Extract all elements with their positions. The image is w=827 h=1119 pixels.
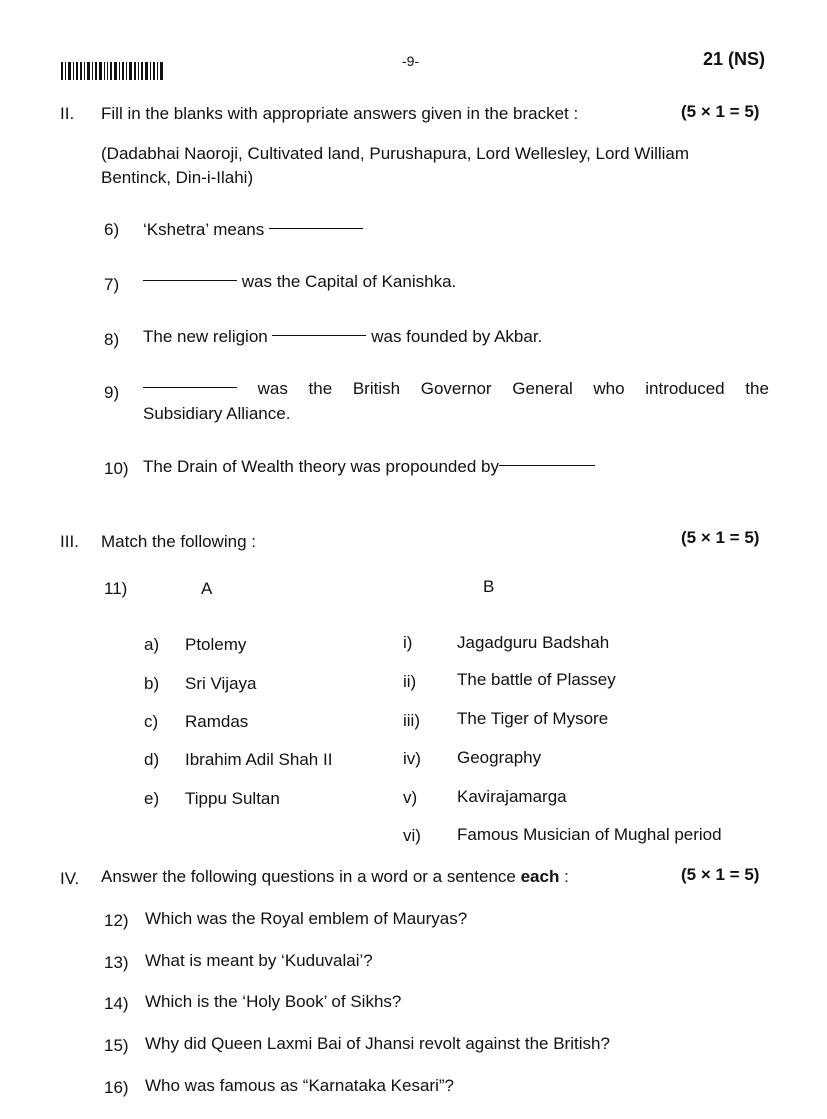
match-b-item: Geography xyxy=(457,748,542,767)
match-b-label: v) xyxy=(403,788,418,807)
question-number: 16) xyxy=(104,1078,129,1097)
instruction-emphasis: each xyxy=(520,867,560,886)
match-b-item: The battle of Plassey xyxy=(457,670,616,689)
match-a-label: e) xyxy=(144,789,160,808)
question-9 xyxy=(143,378,769,400)
question-7 xyxy=(143,271,456,293)
question-number: 15) xyxy=(104,1036,129,1055)
question-word: Governor xyxy=(420,379,492,398)
match-a-label: b) xyxy=(144,674,160,693)
column-b-heading: B xyxy=(483,577,495,596)
question-word: was xyxy=(257,379,288,398)
paper-code: 21 (NS) xyxy=(703,49,766,69)
section-numeral: II. xyxy=(60,104,75,123)
section-instruction: Match the following : xyxy=(101,532,256,551)
question-word: introduced xyxy=(645,379,725,398)
match-b-item: Famous Musician of Mughal period xyxy=(457,825,722,844)
match-b-item: Jagadguru Badshah xyxy=(457,633,610,652)
section-marks: (5 × 1 = 5) xyxy=(681,865,760,884)
section-marks: (5 × 1 = 5) xyxy=(681,528,760,547)
question-8 xyxy=(143,326,542,348)
question-word: British xyxy=(352,379,401,398)
match-a-item: Ramdas xyxy=(185,712,249,731)
question-number: 10) xyxy=(104,459,129,478)
question-word: the xyxy=(308,379,333,398)
barcode xyxy=(61,62,176,80)
answer-blank xyxy=(143,280,237,281)
match-b-item: Kavirajamarga xyxy=(457,787,567,806)
match-a-item: Ptolemy xyxy=(185,635,247,654)
section-instruction xyxy=(101,866,569,888)
instruction-text: Answer the following questions in a word or a sentence xyxy=(101,867,516,886)
instruction-colon: : xyxy=(559,867,569,886)
answer-blank xyxy=(272,335,366,336)
question-6 xyxy=(143,219,363,241)
question-text: The Drain of Wealth theory was propounded by xyxy=(143,457,499,476)
question-text: Which is the ‘Holy Book’ of Sikhs? xyxy=(145,992,402,1011)
section-numeral: IV. xyxy=(60,869,80,888)
question-text: Who was famous as “Karnataka Kesari”? xyxy=(145,1076,454,1095)
match-b-label: iii) xyxy=(403,711,420,730)
answer-blank xyxy=(499,465,595,466)
match-b-label: vi) xyxy=(403,826,421,845)
question-number: 7) xyxy=(104,275,120,294)
question-text: ‘Kshetra’ means xyxy=(143,220,265,239)
answer-blank xyxy=(269,228,363,229)
question-number: 9) xyxy=(104,383,120,402)
question-text: The new religion xyxy=(143,327,268,346)
match-a-label: a) xyxy=(144,635,160,654)
question-word: General xyxy=(512,379,573,398)
answer-blank xyxy=(143,387,237,388)
match-b-label: ii) xyxy=(403,672,417,691)
question-word: who xyxy=(593,379,625,398)
column-a-heading: A xyxy=(201,579,213,598)
question-number: 8) xyxy=(104,330,120,349)
section-marks: (5 × 1 = 5) xyxy=(681,102,760,121)
question-text-after: was founded by Akbar. xyxy=(371,327,543,346)
match-a-item: Sri Vijaya xyxy=(185,674,257,693)
question-text-line2: Subsidiary Alliance. xyxy=(143,404,291,423)
question-text: What is meant by ‘Kuduvalai’? xyxy=(145,951,373,970)
match-a-label: d) xyxy=(144,750,160,769)
match-a-label: c) xyxy=(144,712,159,731)
section-instruction: Fill in the blanks with appropriate answers given in the bracket : xyxy=(101,104,579,123)
match-b-label: i) xyxy=(403,633,413,652)
page-number: -9- xyxy=(402,53,420,69)
question-text: was the Capital of Kanishka. xyxy=(241,272,457,291)
match-a-item: Ibrahim Adil Shah II xyxy=(185,750,333,769)
match-a-item: Tippu Sultan xyxy=(185,789,280,808)
question-number: 14) xyxy=(104,994,129,1013)
match-b-label: iv) xyxy=(403,749,421,768)
question-text: Why did Queen Laxmi Bai of Jhansi revolt against the British? xyxy=(145,1034,610,1053)
question-text: Which was the Royal emblem of Mauryas? xyxy=(145,909,468,928)
question-10 xyxy=(143,456,595,478)
match-b-item: The Tiger of Mysore xyxy=(457,709,609,728)
question-number: 12) xyxy=(104,911,129,930)
question-number: 11) xyxy=(104,579,128,598)
question-word: the xyxy=(745,379,769,398)
options-line: Bentinck, Din-i-Ilahi) xyxy=(101,168,254,187)
options-line: (Dadabhai Naoroji, Cultivated land, Purushapura, Lord Wellesley, Lord William xyxy=(101,144,690,163)
question-number: 6) xyxy=(104,220,120,239)
question-number: 13) xyxy=(104,953,129,972)
section-numeral: III. xyxy=(60,532,79,551)
